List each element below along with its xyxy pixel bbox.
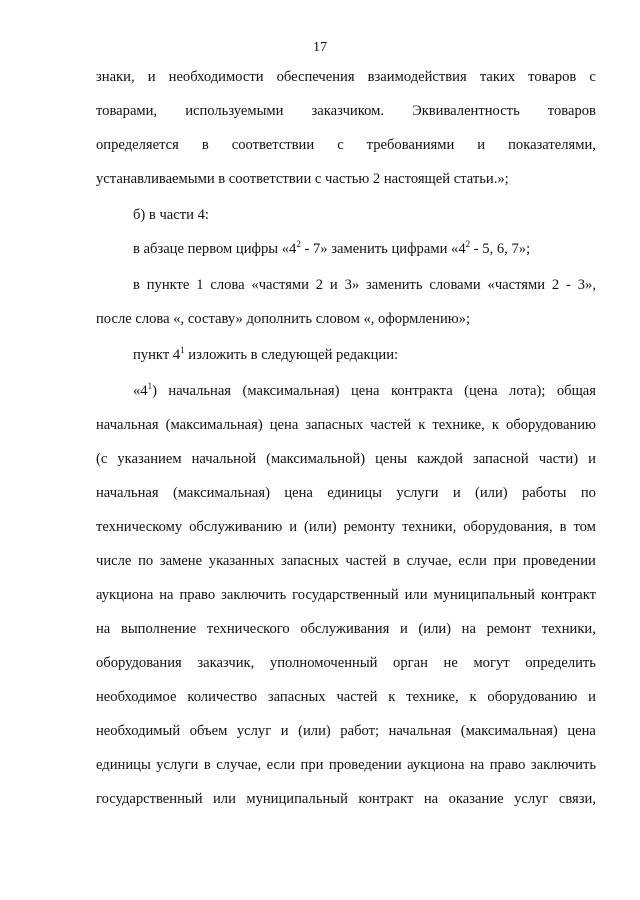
- word: цены: [375, 451, 407, 467]
- text-fragment: в абзаце первом цифры «4: [133, 241, 297, 257]
- word: могут: [473, 655, 510, 671]
- word: уполномоченный: [269, 655, 378, 671]
- page-number: 17: [313, 40, 327, 55]
- word: в: [133, 277, 140, 293]
- word: (или): [475, 485, 508, 501]
- word: техники,: [541, 621, 596, 637]
- text-line: [96, 416, 596, 434]
- word: технического: [206, 621, 290, 637]
- text-line: [133, 346, 398, 364]
- word: по: [580, 485, 596, 501]
- word: товарами,: [96, 103, 158, 119]
- word: с: [337, 137, 344, 153]
- word: случае,: [406, 553, 452, 569]
- word: Эквивалентность: [412, 103, 520, 119]
- word: на: [461, 621, 476, 637]
- word: работы: [521, 485, 567, 501]
- word: заключить: [530, 757, 596, 773]
- word: в: [203, 757, 211, 773]
- word: право: [489, 757, 526, 773]
- word: заказчиком.: [311, 103, 384, 119]
- text-fragment: изложить в следующей редакции:: [184, 347, 399, 363]
- word: к: [388, 689, 396, 705]
- word: 2: [551, 277, 560, 293]
- word: лота);: [509, 383, 546, 399]
- word: слова: [210, 277, 245, 293]
- word: в: [559, 519, 567, 535]
- word: технике,: [432, 417, 485, 433]
- word: словами: [429, 277, 481, 293]
- word: цена: [284, 485, 313, 501]
- word: или: [404, 587, 428, 603]
- word: не: [443, 655, 458, 671]
- word: (или): [418, 621, 452, 637]
- word: ремонт: [486, 621, 532, 637]
- word: (или): [298, 723, 331, 739]
- word: техники,: [402, 519, 457, 535]
- text-line: [96, 722, 596, 740]
- word: к: [469, 689, 477, 705]
- word: ремонту: [343, 519, 396, 535]
- text-fragment: «4: [133, 383, 148, 399]
- word: при: [300, 757, 324, 773]
- text-fragment: [133, 382, 157, 400]
- text-line: [133, 276, 596, 294]
- word: (цена: [464, 383, 498, 399]
- word: к: [418, 417, 426, 433]
- word: числе: [96, 553, 132, 569]
- word: государственный: [96, 791, 203, 807]
- text-line: [96, 756, 596, 774]
- text-line: после слова «, составу» дополнить словом «, оформлению»;: [96, 311, 471, 327]
- word: или: [212, 791, 236, 807]
- word: необходимый: [96, 723, 181, 739]
- word: начальная: [168, 383, 232, 399]
- text-line: [96, 102, 596, 120]
- superscript: 1: [180, 345, 185, 356]
- word: каждой: [417, 451, 463, 467]
- word: 2: [315, 277, 324, 293]
- word: право: [179, 587, 216, 603]
- text-line: устанавливаемыми в соответствии с частью 2 настоящей статьи.»;: [96, 171, 509, 187]
- word: контракт: [358, 791, 414, 807]
- word: в: [201, 137, 209, 153]
- word: показателями,: [508, 137, 596, 153]
- text-line: [96, 484, 596, 502]
- word: (максимальная): [460, 723, 558, 739]
- word: цена: [350, 383, 380, 399]
- word: и: [147, 69, 156, 85]
- word: случае,: [216, 757, 262, 773]
- word: и: [289, 519, 298, 535]
- word: услуг: [236, 723, 272, 739]
- text-line: [96, 688, 596, 706]
- text-fragment: - 5, 6, 7»;: [470, 241, 531, 257]
- word: частей: [370, 417, 412, 433]
- word: 3»,: [577, 277, 596, 293]
- word: и: [329, 277, 338, 293]
- word: соответствии: [231, 137, 315, 153]
- text-line: [96, 136, 596, 154]
- word: оборудования: [96, 655, 182, 671]
- word: цена: [269, 417, 299, 433]
- word: по: [138, 553, 154, 569]
- text-line: [96, 518, 596, 536]
- text-fragment: пункт 4: [133, 347, 181, 363]
- word: (или): [304, 519, 337, 535]
- word: аукциона: [96, 587, 154, 603]
- word: если: [266, 757, 296, 773]
- word: цена: [567, 723, 596, 739]
- word: на: [423, 791, 439, 807]
- word: услуги: [156, 757, 199, 773]
- word: проведении: [328, 757, 402, 773]
- text-line: б) в части 4:: [133, 207, 209, 223]
- word: связи,: [558, 791, 596, 807]
- word: оборудования,: [463, 519, 553, 535]
- word: указанных: [208, 553, 275, 569]
- text-line: [133, 240, 530, 258]
- word: работ;: [340, 723, 380, 739]
- word: начальной: [191, 451, 257, 467]
- word: необходимое: [96, 689, 177, 705]
- word: товаров: [528, 69, 577, 85]
- word: «частями: [487, 277, 546, 293]
- word: части): [538, 451, 579, 467]
- word: при: [493, 553, 517, 569]
- word: частей: [336, 689, 378, 705]
- text-fragment: - 7» заменить цифрами «4: [300, 241, 466, 257]
- word: количество: [187, 689, 258, 705]
- word: аукциона: [407, 757, 465, 773]
- superscript: 2: [465, 239, 471, 250]
- word: оказание: [448, 791, 504, 807]
- word: общая: [556, 383, 596, 399]
- word: единицы: [327, 485, 382, 501]
- word: знаки,: [96, 69, 135, 85]
- word: «частями: [251, 277, 309, 293]
- word: запасных: [305, 417, 364, 433]
- word: заключить: [221, 587, 287, 603]
- word: оборудованию: [506, 417, 596, 433]
- word: объем: [189, 723, 228, 739]
- word: запасной: [473, 451, 529, 467]
- word: обслуживания: [300, 621, 390, 637]
- text-fragment: ): [152, 383, 157, 399]
- word: проведении: [523, 553, 596, 569]
- word: заменить: [365, 277, 423, 293]
- word: технике,: [406, 689, 459, 705]
- word: (максимальная): [242, 383, 340, 399]
- word: обеспечения: [276, 69, 355, 85]
- word: запасных: [267, 689, 326, 705]
- word: 3»: [344, 277, 360, 293]
- word: начальная: [96, 485, 159, 501]
- word: техническому: [96, 519, 183, 535]
- word: услуг: [514, 791, 549, 807]
- word: и: [588, 689, 596, 705]
- word: и: [399, 621, 408, 637]
- word: в: [393, 553, 400, 569]
- word: начальная: [96, 417, 159, 433]
- word: запасных: [281, 553, 339, 569]
- word: и: [477, 137, 486, 153]
- word: указанием: [117, 451, 182, 467]
- word: начальная: [388, 723, 452, 739]
- word: орган: [393, 655, 428, 671]
- word: и: [452, 485, 461, 501]
- word: таких: [479, 69, 516, 85]
- superscript: 2: [296, 239, 301, 250]
- word: товаров: [547, 103, 596, 119]
- word: (максимальная): [165, 417, 263, 433]
- word: выполнение: [120, 621, 197, 637]
- word: том: [573, 519, 596, 535]
- text-line: [96, 620, 596, 638]
- word: и: [280, 723, 289, 739]
- word: контракта: [390, 383, 453, 399]
- word: определить: [525, 655, 596, 671]
- word: услуги: [396, 485, 439, 501]
- text-line: [96, 654, 596, 672]
- word: государственный: [292, 587, 399, 603]
- word: частей: [345, 553, 387, 569]
- word: (максимальной): [266, 451, 366, 467]
- word: -: [566, 277, 571, 293]
- word: на: [96, 621, 111, 637]
- word: и: [588, 451, 596, 467]
- word: (с: [96, 451, 108, 467]
- word: требованиями: [366, 137, 455, 153]
- word: муниципальный: [246, 791, 348, 807]
- word: оборудованию: [487, 689, 578, 705]
- word: используемыми: [185, 103, 284, 119]
- word: контракт: [540, 587, 596, 603]
- text-line: [133, 382, 596, 400]
- word: замене: [159, 553, 203, 569]
- word: необходимости: [168, 69, 264, 85]
- word: единицы: [96, 757, 151, 773]
- text-line: [96, 552, 596, 570]
- word: (максимальная): [172, 485, 270, 501]
- word: заказчик,: [197, 655, 255, 671]
- word: к: [491, 417, 499, 433]
- word: с: [589, 69, 596, 85]
- word: пункте: [146, 277, 190, 293]
- superscript: 1: [147, 381, 153, 392]
- word: взаимодействия: [367, 69, 467, 85]
- word: обслуживанию: [189, 519, 283, 535]
- word: на: [159, 587, 174, 603]
- word: на: [469, 757, 485, 773]
- word: муниципальный: [433, 587, 535, 603]
- word: если: [458, 553, 487, 569]
- text-line: [96, 586, 596, 604]
- word: 1: [196, 277, 204, 293]
- text-line: [96, 450, 596, 468]
- text-line: [96, 68, 596, 86]
- text-line: [96, 790, 596, 808]
- word: определяется: [96, 137, 179, 153]
